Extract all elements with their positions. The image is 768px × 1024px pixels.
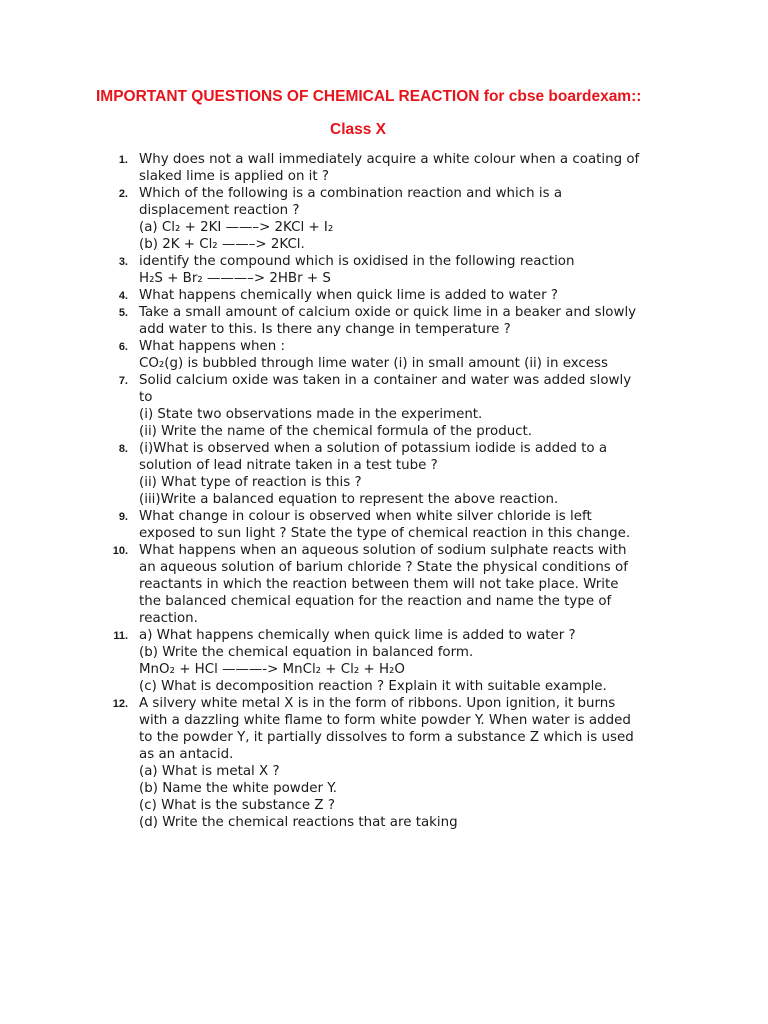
- question-text-line: add water to this. Is there any change in temperature ?: [139, 322, 511, 337]
- question-text-line: reactants in which the reaction between them will not take place. Write: [139, 577, 619, 592]
- question-text-line: the balanced chemical equation for the reaction and name the type of: [139, 594, 612, 609]
- question-number: 11.: [113, 630, 128, 642]
- question-text-line: identify the compound which is oxidised in the following reaction: [139, 254, 575, 269]
- question-text-line: exposed to sun light ? State the type of chemical reaction in this change.: [139, 526, 631, 541]
- question-number: 9.: [118, 511, 128, 523]
- question-text-line: Take a small amount of calcium oxide or quick lime in a beaker and slowly: [139, 305, 637, 320]
- question-text-line: (c) What is decomposition reaction ? Explain it with suitable example.: [139, 679, 607, 694]
- question-text-line: (i) State two observations made in the experiment.: [139, 407, 483, 422]
- question-item: [100, 151, 680, 185]
- question-list: [100, 151, 680, 831]
- question-text-line: (b) Write the chemical equation in balanced form.: [139, 645, 474, 660]
- question-text-line: as an antacid.: [139, 747, 234, 762]
- question-number: 4.: [118, 290, 128, 302]
- question-text-line: (b) 2K + Cl₂ ——–> 2KCl.: [139, 237, 305, 252]
- question-number: 5.: [118, 307, 128, 319]
- question-text-line: slaked lime is applied on it ?: [139, 169, 330, 184]
- document-title: IMPORTANT QUESTIONS OF CHEMICAL REACTION for cbse boardexam::: [96, 88, 642, 105]
- question-text-line: an aqueous solution of barium chloride ? State the physical conditions of: [139, 560, 628, 575]
- document-subtitle: Class X: [330, 121, 387, 138]
- question-number: 6.: [118, 341, 128, 353]
- question-text-line: CO₂(g) is bubbled through lime water (i) in small amount (ii) in excess: [139, 356, 608, 371]
- question-number: 8.: [118, 443, 128, 455]
- question-number: 1.: [118, 154, 128, 166]
- question-item: [100, 440, 680, 508]
- question-text-line: Which of the following is a combination reaction and which is a: [139, 186, 563, 201]
- question-text-line: What happens chemically when quick lime is added to water ?: [139, 288, 558, 303]
- question-text-line: (a) Cl₂ + 2KI ——–> 2KCl + I₂: [139, 220, 334, 235]
- question-text-line: Solid calcium oxide was taken in a container and water was added slowly: [139, 373, 632, 388]
- question-item: [100, 185, 680, 253]
- question-text-line: (b) Name the white powder Y.: [139, 781, 337, 796]
- question-item: [100, 253, 680, 287]
- question-text-line: MnO₂ + HCl ———-> MnCl₂ + Cl₂ + H₂O: [139, 662, 405, 677]
- question-item: [100, 338, 680, 372]
- question-text-line: (iii)Write a balanced equation to represent the above reaction.: [139, 492, 559, 507]
- question-item: [100, 627, 680, 695]
- question-text-line: solution of lead nitrate taken in a test tube ?: [139, 458, 438, 473]
- question-number: 10.: [112, 545, 128, 557]
- question-item: [100, 304, 680, 338]
- question-text-line: H₂S + Br₂ ———–> 2HBr + S: [139, 271, 331, 286]
- question-text-line: a) What happens chemically when quick lime is added to water ?: [139, 628, 576, 643]
- question-text-line: What change in colour is observed when white silver chloride is left: [139, 509, 592, 524]
- question-item: [100, 508, 680, 542]
- question-number: 3.: [118, 256, 128, 268]
- question-number: 12.: [112, 698, 128, 710]
- question-item: [100, 542, 680, 627]
- question-number: 2.: [118, 188, 128, 200]
- question-text-line: (i)What is observed when a solution of potassium iodide is added to a: [139, 441, 608, 456]
- question-text-line: (ii) Write the name of the chemical formula of the product.: [139, 424, 533, 439]
- question-text-line: Why does not a wall immediately acquire a white colour when a coating of: [139, 152, 640, 167]
- question-text-line: to: [139, 390, 153, 405]
- question-text-line: reaction.: [139, 611, 198, 626]
- question-text-line: to the powder Y, it partially dissolves to form a substance Z which is used: [139, 730, 634, 745]
- question-text-line: What happens when :: [139, 339, 286, 354]
- question-item: [100, 287, 680, 304]
- question-text-line: (c) What is the substance Z ?: [139, 798, 335, 813]
- question-text-line: What happens when an aqueous solution of sodium sulphate reacts with: [139, 543, 627, 558]
- question-text-line: displacement reaction ?: [139, 203, 300, 218]
- question-text-line: (d) Write the chemical reactions that are taking: [139, 815, 458, 830]
- question-number: 7.: [118, 375, 128, 387]
- question-text-line: A silvery white metal X is in the form of ribbons. Upon ignition, it burns: [139, 696, 616, 711]
- question-text-line: (a) What is metal X ?: [139, 764, 280, 779]
- question-text-line: (ii) What type of reaction is this ?: [139, 475, 362, 490]
- question-text-line: with a dazzling white flame to form white powder Y. When water is added: [139, 713, 631, 728]
- question-item: [100, 372, 680, 440]
- question-item: [100, 695, 680, 831]
